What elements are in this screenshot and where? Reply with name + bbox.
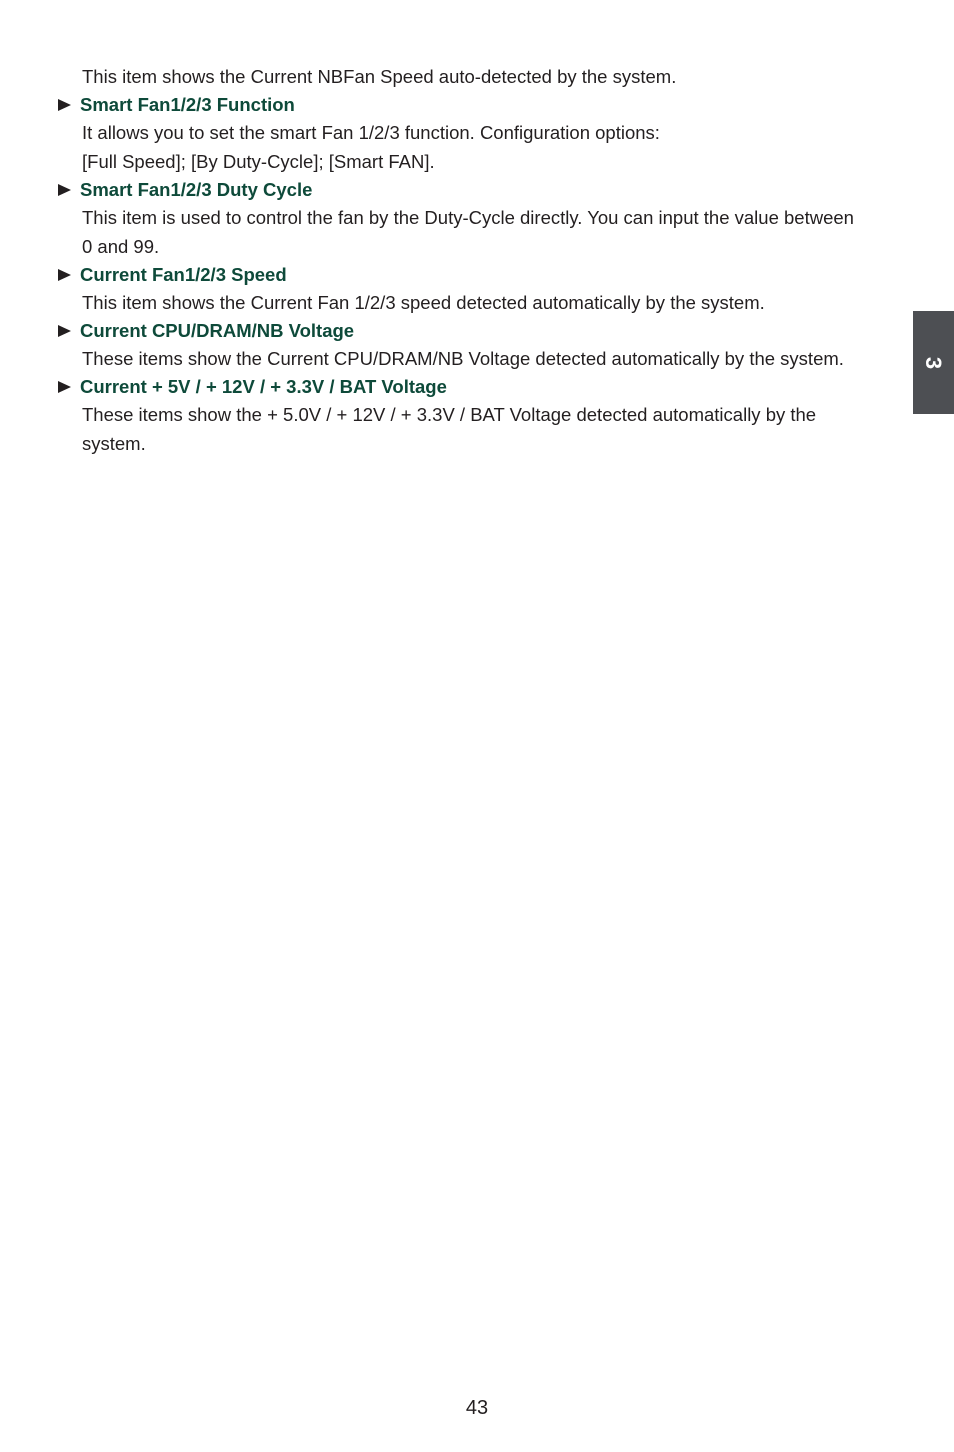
item-description-line: This item shows the Current Fan 1/2/3 speed detected automatically by the system.: [82, 292, 765, 313]
item-title: Current Fan1/2/3 Speed: [80, 263, 287, 285]
item-title: Smart Fan1/2/3 Duty Cycle: [80, 178, 313, 200]
item-heading-current-voltages: [58, 373, 903, 400]
triangle-bullet-icon: [58, 381, 71, 393]
item-title: Current + 5V / + 12V / + 3.3V / BAT Voltage: [80, 375, 447, 397]
item-heading-current-fan-speed: [58, 261, 903, 288]
page-number: 43: [465, 1397, 489, 1419]
chapter-tab: [913, 311, 954, 414]
item-description-line: It allows you to set the smart Fan 1/2/3 function. Configuration options:: [82, 122, 660, 143]
item-description-line: This item is used to control the fan by the Duty-Cycle directly. You can input the value between: [82, 207, 854, 228]
item-description-line: [Full Speed]; [By Duty-Cycle]; [Smart FAN].: [82, 151, 435, 172]
chapter-number: 3: [921, 356, 947, 369]
item-description-line: These items show the Current CPU/DRAM/NB Voltage detected automatically by the system.: [82, 348, 844, 369]
triangle-bullet-icon: [58, 99, 71, 111]
page-content: [58, 62, 903, 458]
triangle-bullet-icon: [58, 325, 71, 337]
triangle-bullet-icon: [58, 184, 71, 196]
item-title: Current CPU/DRAM/NB Voltage: [80, 319, 355, 341]
item-title: Smart Fan1/2/3 Function: [80, 93, 295, 115]
item-description-line: system.: [82, 433, 146, 454]
item-description-line: 0 and 99.: [82, 236, 160, 257]
triangle-bullet-icon: [58, 269, 71, 281]
item-heading-smart-fan-duty-cycle: [58, 176, 903, 203]
item-heading-smart-fan-function: [58, 91, 903, 118]
intro-text: This item shows the Current NBFan Speed auto-detected by the system.: [82, 66, 677, 87]
item-heading-current-cpu-dram-nb-voltage: [58, 317, 903, 344]
item-description-line: These items show the + 5.0V / + 12V / + 3.3V / BAT Voltage detected automatically by the: [82, 404, 817, 425]
